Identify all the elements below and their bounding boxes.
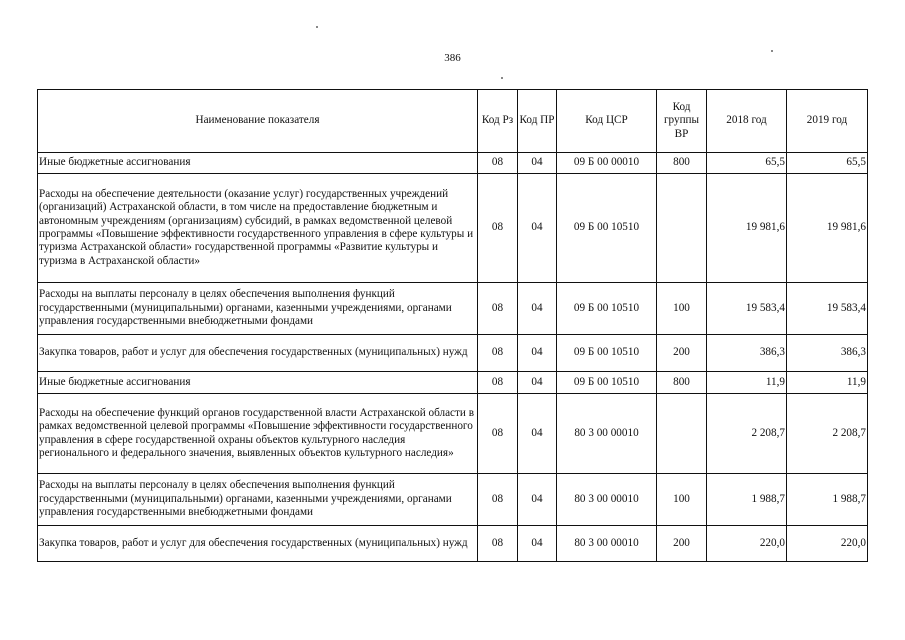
row-name: Расходы на обеспечение функций органов государственной власти Астраханской области в рамках ведомственной целевой программы «Повышение эффективности государственного управления в сфере государственной охраны объектов культурного наследия регионального и федерального значения, выявленных объектов культурного наследия» — [38, 394, 478, 474]
row-vr — [657, 394, 707, 474]
row-2018: 1 988,7 — [707, 474, 787, 526]
row-name: Расходы на выплаты персоналу в целях обеспечения выполнения функций государственными (муниципальными) органами, казенными учреждениями, органами управления государственными внебюджетными фондами — [38, 283, 478, 335]
row-name: Расходы на выплаты персоналу в целях обеспечения выполнения функций государственными (муниципальными) органами, казенными учреждениями, органами управления государственными внебюджетными фондами — [38, 474, 478, 526]
row-vr — [657, 174, 707, 283]
header-2018: 2018 год — [707, 90, 787, 153]
scan-speck — [316, 26, 318, 28]
row-2019: 2 208,7 — [787, 394, 868, 474]
row-rz: 08 — [478, 526, 518, 562]
row-2018: 220,0 — [707, 526, 787, 562]
row-name: Иные бюджетные ассигнования — [38, 372, 478, 394]
table-row — [38, 335, 868, 372]
row-vr: 200 — [657, 526, 707, 562]
row-csr: 09 Б 00 10510 — [557, 283, 657, 335]
scan-speck — [501, 77, 503, 79]
row-pr: 04 — [518, 394, 557, 474]
row-2018: 11,9 — [707, 372, 787, 394]
table-row — [38, 283, 868, 335]
row-rz: 08 — [478, 153, 518, 174]
row-pr: 04 — [518, 526, 557, 562]
row-name: Закупка товаров, работ и услуг для обеспечения государственных (муниципальных) нужд — [38, 526, 478, 562]
table-row — [38, 394, 868, 474]
row-2018: 19 981,6 — [707, 174, 787, 283]
row-2019: 220,0 — [787, 526, 868, 562]
page-number: 386 — [444, 52, 461, 64]
row-rz: 08 — [478, 474, 518, 526]
row-2019: 19 583,4 — [787, 283, 868, 335]
row-rz: 08 — [478, 394, 518, 474]
row-rz: 08 — [478, 174, 518, 283]
row-rz: 08 — [478, 372, 518, 394]
header-csr: Код ЦСР — [557, 90, 657, 153]
header-vr: Код группы ВР — [657, 90, 707, 153]
row-pr: 04 — [518, 283, 557, 335]
row-csr: 09 Б 00 10510 — [557, 335, 657, 372]
table-header-row — [38, 90, 868, 153]
row-vr: 100 — [657, 283, 707, 335]
row-vr: 800 — [657, 153, 707, 174]
row-name: Закупка товаров, работ и услуг для обеспечения государственных (муниципальных) нужд — [38, 335, 478, 372]
row-2018: 19 583,4 — [707, 283, 787, 335]
table-row — [38, 153, 868, 174]
header-pr: Код ПР — [518, 90, 557, 153]
row-2018: 65,5 — [707, 153, 787, 174]
row-vr: 200 — [657, 335, 707, 372]
row-2019: 11,9 — [787, 372, 868, 394]
row-csr: 09 Б 00 10510 — [557, 372, 657, 394]
header-rz: Код Рз — [478, 90, 518, 153]
row-2019: 1 988,7 — [787, 474, 868, 526]
table-row — [38, 526, 868, 562]
table-row — [38, 474, 868, 526]
row-pr: 04 — [518, 335, 557, 372]
row-2019: 65,5 — [787, 153, 868, 174]
row-name: Иные бюджетные ассигнования — [38, 153, 478, 174]
table-row — [38, 372, 868, 394]
row-pr: 04 — [518, 372, 557, 394]
row-2018: 386,3 — [707, 335, 787, 372]
budget-table — [37, 89, 868, 562]
row-2019: 386,3 — [787, 335, 868, 372]
row-vr: 800 — [657, 372, 707, 394]
header-2019: 2019 год — [787, 90, 868, 153]
row-rz: 08 — [478, 335, 518, 372]
scan-speck — [771, 50, 773, 52]
row-2018: 2 208,7 — [707, 394, 787, 474]
row-csr: 80 3 00 00010 — [557, 394, 657, 474]
row-csr: 80 3 00 00010 — [557, 526, 657, 562]
table-row — [38, 174, 868, 283]
row-csr: 80 3 00 00010 — [557, 474, 657, 526]
row-csr: 09 Б 00 00010 — [557, 153, 657, 174]
row-pr: 04 — [518, 153, 557, 174]
row-pr: 04 — [518, 174, 557, 283]
row-csr: 09 Б 00 10510 — [557, 174, 657, 283]
header-name: Наименование показателя — [38, 90, 478, 153]
row-name: Расходы на обеспечение деятельности (оказание услуг) государственных учреждений (организаций) Астраханской области, в том числе на предоставление бюджетным и автономным учреждениям (организациям) субсидий, в рамках ведомственной целевой программы «Повышение эффективности государственного управления в сфере культуры и туризма Астраханской области» государственной программы «Развитие культуры и туризма в Астраханской области» — [38, 174, 478, 283]
row-2019: 19 981,6 — [787, 174, 868, 283]
row-pr: 04 — [518, 474, 557, 526]
row-vr: 100 — [657, 474, 707, 526]
row-rz: 08 — [478, 283, 518, 335]
